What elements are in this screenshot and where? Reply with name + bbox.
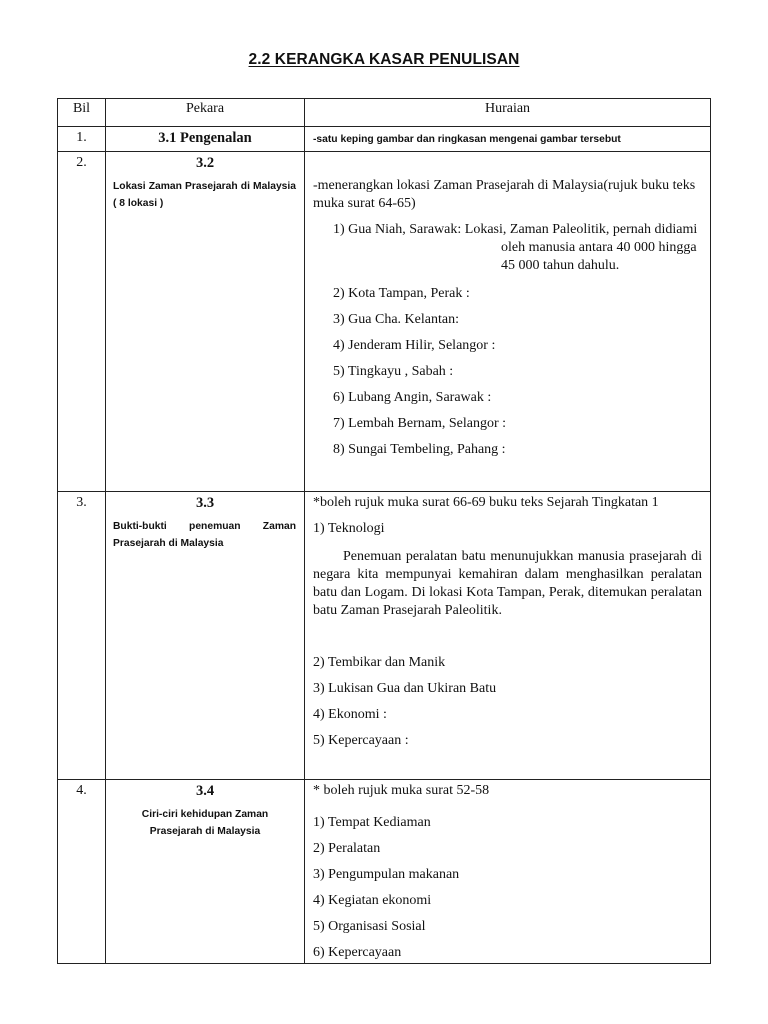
header-bil: Bil — [58, 99, 106, 127]
pekara-heading: 3.3 — [195, 495, 215, 511]
list-item: 4) Jenderam Hilir, Selangor : — [333, 338, 496, 353]
huraian-intro: -menerangkan lokasi Zaman Prasejarah di Malaysia(rujuk buku teks muka surat 64-65) — [313, 178, 696, 211]
outline-table — [57, 98, 711, 964]
huraian-cell — [305, 152, 711, 492]
huraian-intro: * boleh rujuk muka surat 52-58 — [313, 783, 490, 798]
pekara-cell — [106, 152, 305, 492]
row-number: 1. — [58, 127, 106, 152]
list-item: 4) Ekonomi : — [313, 707, 387, 722]
row-number: 3. — [58, 492, 106, 780]
list-item: 2) Peralatan — [313, 841, 381, 856]
table-header-row — [58, 99, 711, 127]
table-row — [58, 152, 711, 492]
pekara-heading: 3.4 — [195, 783, 215, 799]
list-item: 3) Lukisan Gua dan Ukiran Batu — [313, 681, 497, 696]
list-item: 5) Tingkayu , Sabah : — [333, 364, 454, 379]
row-number: 2. — [58, 152, 106, 492]
huraian-paragraph: Penemuan peralatan batu menunujukkan manusia prasejarah di negara kita mempunyai kemahiran dalam menghasilkan peralatan batu dan Logam. Di lokasi Kota Tampan, Perak, ditemukan peralatan batu Zaman Prasejarah Paleolitik. — [313, 549, 702, 618]
list-item: 2) Tembikar dan Manik — [313, 655, 446, 670]
list-item: 3) Pengumpulan makanan — [313, 867, 460, 882]
row-number: 4. — [58, 780, 106, 964]
huraian-cell — [305, 780, 711, 964]
table-row — [58, 780, 711, 964]
list-item: 4) Kegiatan ekonomi — [313, 893, 432, 908]
pekara-heading: 3.1 Pengenalan — [106, 127, 305, 152]
pekara-subtitle: Bukti-bukti penemuan Zaman Prasejarah di Malaysia — [113, 521, 296, 549]
header-huraian: Huraian — [305, 99, 711, 127]
list-item: 6) Lubang Angin, Sarawak : — [333, 390, 492, 405]
pekara-cell — [106, 780, 305, 964]
document-title: 2.2 KERANGKA KASAR PENULISAN — [248, 51, 520, 68]
list-item: 1) Tempat Kediaman — [313, 815, 431, 830]
pekara-cell — [106, 492, 305, 780]
list-item: 5) Organisasi Sosial — [313, 919, 426, 934]
list-item: 5) Kepercayaan : — [313, 733, 409, 748]
list-item-line2: oleh manusia antara 40 000 hingga 45 000 tahun dahulu. — [501, 240, 697, 273]
huraian-text: -satu keping gambar dan ringkasan mengenai gambar tersebut — [305, 127, 711, 152]
list-item: 6) Kepercayaan — [313, 945, 402, 960]
huraian-cell — [305, 492, 711, 780]
pekara-subtitle: Lokasi Zaman Prasejarah di Malaysia ( 8 lokasi ) — [113, 181, 296, 209]
pekara-heading: 3.2 — [195, 155, 215, 171]
list-item — [313, 221, 702, 275]
huraian-intro: *boleh rujuk muka surat 66-69 buku teks Sejarah Tingkatan 1 — [313, 495, 659, 510]
list-item-line1: 1) Gua Niah, Sarawak: Lokasi, Zaman Paleolitik, pernah didiami — [333, 222, 698, 237]
pekara-subtitle: Ciri-ciri kehidupan Zaman Prasejarah di Malaysia — [141, 809, 269, 837]
list-item: 2) Kota Tampan, Perak : — [333, 286, 470, 301]
list-item: 1) Teknologi — [313, 521, 385, 536]
table-row — [58, 127, 711, 152]
list-item: 8) Sungai Tembeling, Pahang : — [333, 442, 506, 457]
list-item: 3) Gua Cha. Kelantan: — [333, 312, 459, 327]
header-pekara: Pekara — [106, 99, 305, 127]
table-row — [58, 492, 711, 780]
list-item: 7) Lembah Bernam, Selangor : — [333, 416, 507, 431]
